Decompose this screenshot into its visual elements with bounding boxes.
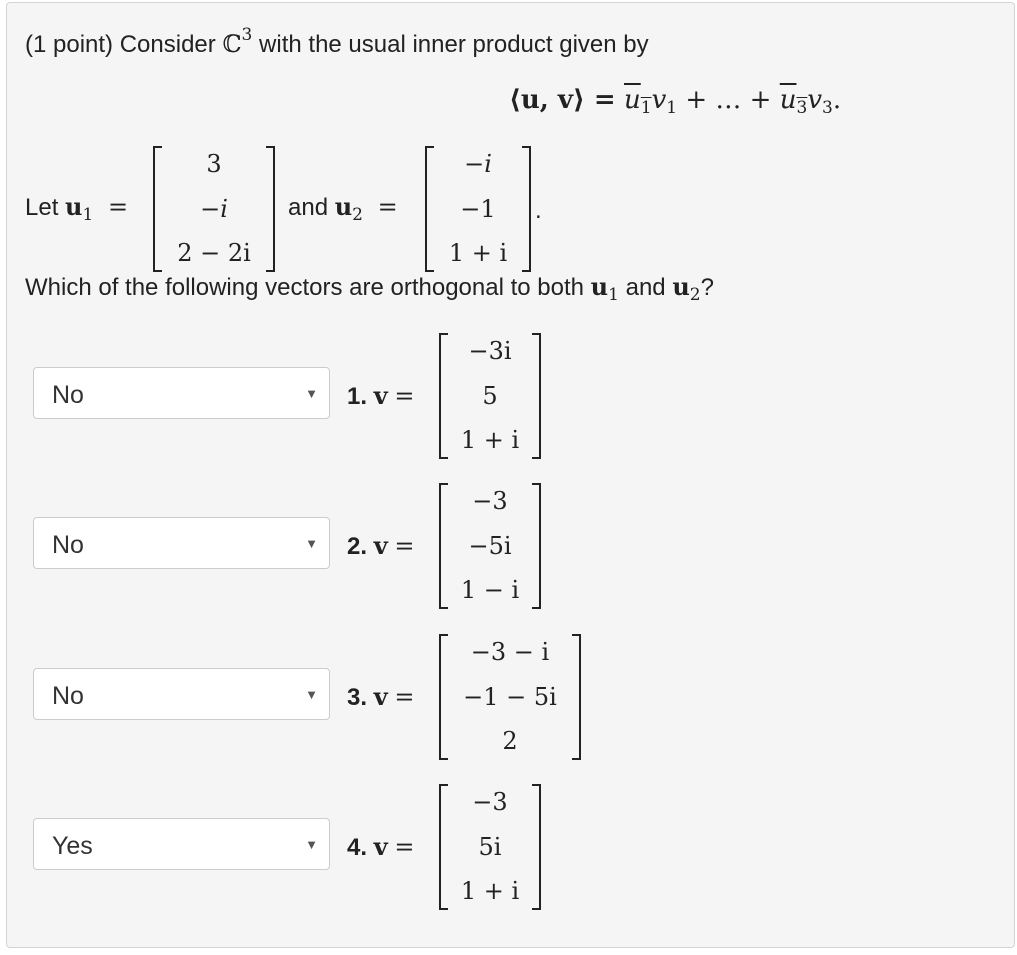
answer-select-4[interactable] [33,818,330,870]
matrix-entry: −i [464,150,492,178]
matrix-entry: 3 [206,150,222,178]
problem-card [6,2,1015,948]
vector-4-matrix [439,784,541,910]
matrix-entry: −5i [468,532,512,560]
vector-label-3: 3. v = [347,682,415,711]
answer-select-2[interactable] [33,517,330,569]
dropdown-arrow-icon: ▼ [305,386,318,401]
vector-3-matrix [439,634,581,760]
matrix-entry: −1 [460,195,496,223]
matrix-entry: −3i [468,337,512,365]
vector-label-4: 4. v = [347,832,415,861]
vector-label-1: 1. v = [347,381,415,410]
dropdown-arrow-icon: ▼ [305,536,318,551]
matrix-entry: 1 + i [460,426,520,454]
vector-2-matrix [439,483,541,609]
matrix-entry: 2 − 2i [177,239,251,267]
dropdown-arrow-icon: ▼ [305,837,318,852]
u2-matrix [425,146,531,272]
matrix-entry: 1 + i [460,877,520,905]
u2-label: and $u_2$ = [288,192,398,225]
matrix-entry: 1 + i [448,239,508,267]
matrix-entry: −3 − i [470,638,550,666]
selected-value: No [52,381,84,409]
selected-value: No [52,531,84,559]
problem-intro: (1 point) Consider ℂ$^3$ with the usual inner product given by [25,25,649,58]
dropdown-arrow-icon: ▼ [305,687,318,702]
answer-select-1[interactable] [33,367,330,419]
u1-label: Let $u_1$ = [25,192,129,225]
matrix-entry: 5i [478,833,502,861]
inner-product-formula: ⟨u, v⟩ = $\overline{u}_1v_1$ + … + $\overline{u}_3v_3$. [509,85,842,118]
u2-period: . [535,197,542,224]
vector-label-2: 2. v = [347,531,415,560]
question-text: Which of the following vectors are orthogonal to both $u_1$ and $u_2$? [25,272,714,305]
selected-value: No [52,682,84,710]
matrix-entry: 2 [502,727,518,755]
matrix-entry: 1 − i [460,576,520,604]
complex-space-symbol: ℂ$^3$ [222,25,253,58]
vector-1-matrix [439,333,541,459]
matrix-entry: −3 [472,788,508,816]
matrix-entry: −3 [472,487,508,515]
matrix-entry: −1 − 5i [463,683,557,711]
answer-select-3[interactable] [33,668,330,720]
selected-value: Yes [52,832,93,860]
matrix-entry: 5 [482,382,498,410]
u1-matrix [153,146,275,272]
matrix-entry: −i [200,195,228,223]
